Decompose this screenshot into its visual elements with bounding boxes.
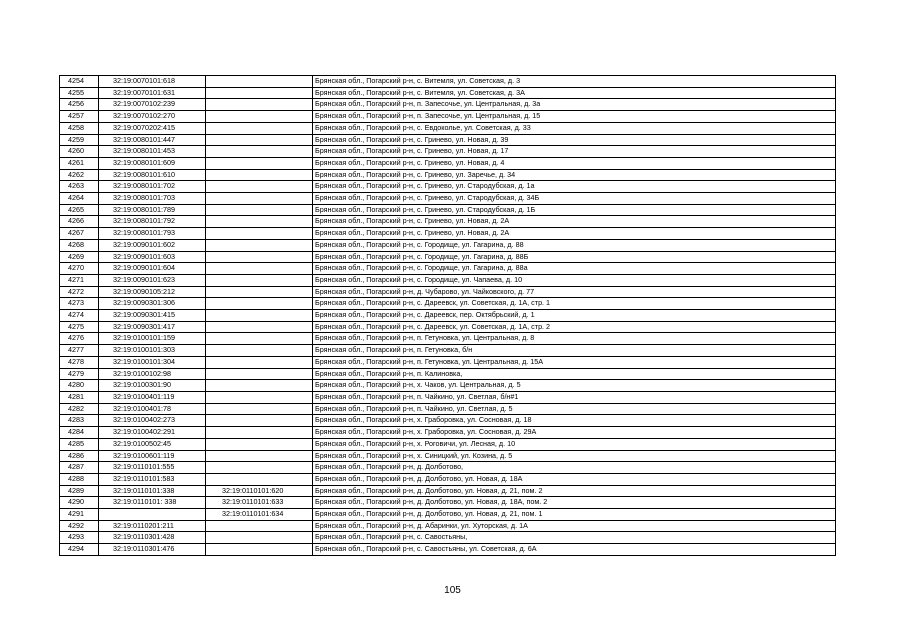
table-row xyxy=(60,204,836,216)
related-cadastral-number-cell xyxy=(206,274,313,286)
address-cell: Брянская обл., Погарский р-н, с. Гринево, ул. Новая, д. 4 xyxy=(313,157,836,169)
row-number-cell: 4255 xyxy=(60,87,99,99)
cadastral-number-cell: 32:19:0070101:631 xyxy=(99,87,206,99)
related-cadastral-number-cell xyxy=(206,380,313,392)
cadastral-number-cell: 32:19:0090101:603 xyxy=(99,251,206,263)
cadastral-number-cell: 32:19:0110301:428 xyxy=(99,532,206,544)
table-row xyxy=(60,181,836,193)
cadastral-number-cell: 32:19:0070101:618 xyxy=(99,76,206,88)
row-number-cell: 4282 xyxy=(60,403,99,415)
cadastral-number-cell: 32:19:0110201:211 xyxy=(99,520,206,532)
table-row xyxy=(60,473,836,485)
table-row xyxy=(60,345,836,357)
row-number-cell: 4276 xyxy=(60,333,99,345)
row-number-cell: 4291 xyxy=(60,509,99,521)
row-number-cell: 4272 xyxy=(60,286,99,298)
table-row xyxy=(60,497,836,509)
row-number-cell: 4261 xyxy=(60,157,99,169)
related-cadastral-number-cell xyxy=(206,438,313,450)
row-number-cell: 4293 xyxy=(60,532,99,544)
related-cadastral-number-cell: 32:19:0110101:634 xyxy=(206,509,313,521)
table-row xyxy=(60,450,836,462)
address-cell: Брянская обл., Погарский р-н, с. Дареевск, ул. Советская, д. 1А, стр. 1 xyxy=(313,298,836,310)
cadastral-number-cell: 32:19:0100101:304 xyxy=(99,356,206,368)
row-number-cell: 4289 xyxy=(60,485,99,497)
address-cell: Брянская обл., Погарский р-н, х. Граборовка, ул. Сосновая, д. 18 xyxy=(313,415,836,427)
row-number-cell: 4265 xyxy=(60,204,99,216)
address-cell: Брянская обл., Погарский р-н, с. Гринево, ул. Стародубская, д. 34Б xyxy=(313,193,836,205)
row-number-cell: 4260 xyxy=(60,146,99,158)
related-cadastral-number-cell xyxy=(206,321,313,333)
address-cell: Брянская обл., Погарский р-н, д. Долботово, ул. Новая, д. 21, пом. 1 xyxy=(313,509,836,521)
table-row xyxy=(60,146,836,158)
cadastral-number-cell: 32:19:0100502:45 xyxy=(99,438,206,450)
related-cadastral-number-cell xyxy=(206,181,313,193)
cadastral-number-cell: 32:19:0110101: 338 xyxy=(99,497,206,509)
related-cadastral-number-cell xyxy=(206,239,313,251)
cadastral-number-cell: 32:19:0110301:476 xyxy=(99,544,206,556)
address-cell: Брянская обл., Погарский р-н, с. Гринево, ул. Новая, д. 17 xyxy=(313,146,836,158)
row-number-cell: 4267 xyxy=(60,228,99,240)
cadastral-number-cell: 32:19:0080101:792 xyxy=(99,216,206,228)
cadastral-number-cell: 32:19:0090301:417 xyxy=(99,321,206,333)
related-cadastral-number-cell xyxy=(206,403,313,415)
row-number-cell: 4285 xyxy=(60,438,99,450)
table-row xyxy=(60,263,836,275)
related-cadastral-number-cell xyxy=(206,228,313,240)
cadastral-number-cell: 32:19:0080101:789 xyxy=(99,204,206,216)
related-cadastral-number-cell xyxy=(206,216,313,228)
cadastral-number-cell: 32:19:0090301:306 xyxy=(99,298,206,310)
row-number-cell: 4254 xyxy=(60,76,99,88)
address-cell: Брянская обл., Погарский р-н, п. Гетуновка, ул. Центральная, д. 8 xyxy=(313,333,836,345)
related-cadastral-number-cell xyxy=(206,520,313,532)
related-cadastral-number-cell xyxy=(206,146,313,158)
table-row xyxy=(60,310,836,322)
address-cell: Брянская обл., Погарский р-н, с. Витемля, ул. Советская, д. 3 xyxy=(313,76,836,88)
related-cadastral-number-cell xyxy=(206,368,313,380)
row-number-cell: 4273 xyxy=(60,298,99,310)
cadastral-number-cell: 32:19:0100401:119 xyxy=(99,391,206,403)
address-cell: Брянская обл., Погарский р-н, п. Чайкино, ул. Светлая, б/н#1 xyxy=(313,391,836,403)
related-cadastral-number-cell xyxy=(206,345,313,357)
related-cadastral-number-cell xyxy=(206,87,313,99)
row-number-cell: 4294 xyxy=(60,544,99,556)
address-cell: Брянская обл., Погарский р-н, д. Абаринки, ул. Хуторская, д. 1А xyxy=(313,520,836,532)
related-cadastral-number-cell xyxy=(206,473,313,485)
row-number-cell: 4257 xyxy=(60,111,99,123)
address-cell: Брянская обл., Погарский р-н, с. Гринево, ул. Стародубская, д. 1а xyxy=(313,181,836,193)
row-number-cell: 4278 xyxy=(60,356,99,368)
table-row xyxy=(60,356,836,368)
cadastral-number-cell: 32:19:0080101:793 xyxy=(99,228,206,240)
row-number-cell: 4281 xyxy=(60,391,99,403)
address-cell: Брянская обл., Погарский р-н, с. Гринево, ул. Стародубская, д. 1Б xyxy=(313,204,836,216)
address-cell: Брянская обл., Погарский р-н, с. Городище, ул. Гагарина, д. 88Б xyxy=(313,251,836,263)
table-row xyxy=(60,193,836,205)
related-cadastral-number-cell xyxy=(206,134,313,146)
table-row xyxy=(60,228,836,240)
cadastral-number-cell: 32:19:0080101:609 xyxy=(99,157,206,169)
related-cadastral-number-cell xyxy=(206,356,313,368)
related-cadastral-number-cell xyxy=(206,544,313,556)
table-row xyxy=(60,274,836,286)
cadastral-number-cell: 32:19:0100402:273 xyxy=(99,415,206,427)
cadastral-number-cell: 32:19:0080101:703 xyxy=(99,193,206,205)
related-cadastral-number-cell xyxy=(206,462,313,474)
address-cell: Брянская обл., Погарский р-н, х. Синицкий, ул. Козина, д. 5 xyxy=(313,450,836,462)
address-cell: Брянская обл., Погарский р-н, с. Городище, ул. Гагарина, д. 88а xyxy=(313,263,836,275)
cadastral-number-cell: 32:19:0100401:78 xyxy=(99,403,206,415)
row-number-cell: 4286 xyxy=(60,450,99,462)
row-number-cell: 4259 xyxy=(60,134,99,146)
row-number-cell: 4269 xyxy=(60,251,99,263)
related-cadastral-number-cell xyxy=(206,532,313,544)
row-number-cell: 4287 xyxy=(60,462,99,474)
address-cell: Брянская обл., Погарский р-н, д. Долботово, ул. Новая, д. 21, пом. 2 xyxy=(313,485,836,497)
address-cell: Брянская обл., Погарский р-н, х. Чаков, ул. Центральная, д. 5 xyxy=(313,380,836,392)
related-cadastral-number-cell: 32:19:0110101:633 xyxy=(206,497,313,509)
cadastral-number-cell: 32:19:0090301:415 xyxy=(99,310,206,322)
related-cadastral-number-cell xyxy=(206,111,313,123)
address-cell: Брянская обл., Погарский р-н, с. Городище, ул. Чапаева, д. 10 xyxy=(313,274,836,286)
cadastral-number-cell: 32:19:0100101:159 xyxy=(99,333,206,345)
table-row xyxy=(60,544,836,556)
address-cell: Брянская обл., Погарский р-н, с. Гринево, ул. Заречье, д. 34 xyxy=(313,169,836,181)
table-row xyxy=(60,509,836,521)
cadastral-number-cell: 32:19:0100402:291 xyxy=(99,427,206,439)
table-row xyxy=(60,520,836,532)
cadastral-number-cell: 32:19:0090101:602 xyxy=(99,239,206,251)
related-cadastral-number-cell: 32:19:0110101:620 xyxy=(206,485,313,497)
related-cadastral-number-cell xyxy=(206,99,313,111)
address-cell: Брянская обл., Погарский р-н, д. Долботово, xyxy=(313,462,836,474)
address-cell: Брянская обл., Погарский р-н, д. Долботово, ул. Новая, д. 18А, пом. 2 xyxy=(313,497,836,509)
cadastral-number-cell: 32:19:0070102:270 xyxy=(99,111,206,123)
row-number-cell: 4280 xyxy=(60,380,99,392)
row-number-cell: 4271 xyxy=(60,274,99,286)
cadastral-number-cell: 32:19:0080101:453 xyxy=(99,146,206,158)
related-cadastral-number-cell xyxy=(206,263,313,275)
related-cadastral-number-cell xyxy=(206,450,313,462)
row-number-cell: 4275 xyxy=(60,321,99,333)
address-cell: Брянская обл., Погарский р-н, п. Запесочье, ул. Центральная, д. 3а xyxy=(313,99,836,111)
row-number-cell: 4263 xyxy=(60,181,99,193)
table-row xyxy=(60,438,836,450)
table-row xyxy=(60,462,836,474)
cadastral-number-cell: 32:19:0110101:338 xyxy=(99,485,206,497)
row-number-cell: 4270 xyxy=(60,263,99,275)
row-number-cell: 4288 xyxy=(60,473,99,485)
table-row xyxy=(60,76,836,88)
address-cell: Брянская обл., Погарский р-н, д. Чубарово, ул. Чайковского, д. 77 xyxy=(313,286,836,298)
address-cell: Брянская обл., Погарский р-н, д. Долботово, ул. Новая, д. 18А xyxy=(313,473,836,485)
address-cell: Брянская обл., Погарский р-н, п. Чайкино, ул. Светлая, д. 5 xyxy=(313,403,836,415)
table-row xyxy=(60,298,836,310)
table-row xyxy=(60,321,836,333)
related-cadastral-number-cell xyxy=(206,204,313,216)
table-row xyxy=(60,216,836,228)
cadastral-number-cell: 32:19:0110101:555 xyxy=(99,462,206,474)
table-row xyxy=(60,239,836,251)
table-row xyxy=(60,415,836,427)
address-cell: Брянская обл., Погарский р-н, с. Дареевск, ул. Советская, д. 1А, стр. 2 xyxy=(313,321,836,333)
address-cell: Брянская обл., Погарский р-н, п. Запесочье, ул. Центральная, д. 15 xyxy=(313,111,836,123)
table-row xyxy=(60,485,836,497)
row-number-cell: 4266 xyxy=(60,216,99,228)
related-cadastral-number-cell xyxy=(206,391,313,403)
related-cadastral-number-cell xyxy=(206,169,313,181)
property-table xyxy=(59,75,836,556)
address-cell: Брянская обл., Погарский р-н, с. Дареевск, пер. Октябрьский, д. 1 xyxy=(313,310,836,322)
cadastral-number-cell: 32:19:0080101:702 xyxy=(99,181,206,193)
row-number-cell: 4258 xyxy=(60,122,99,134)
related-cadastral-number-cell xyxy=(206,415,313,427)
cadastral-number-cell: 32:19:0100601:119 xyxy=(99,450,206,462)
row-number-cell: 4277 xyxy=(60,345,99,357)
cadastral-number-cell xyxy=(99,509,206,521)
cadastral-number-cell: 32:19:0090101:623 xyxy=(99,274,206,286)
address-cell: Брянская обл., Погарский р-н, с. Савостьяны, xyxy=(313,532,836,544)
table-row xyxy=(60,333,836,345)
cadastral-number-cell: 32:19:0080101:447 xyxy=(99,134,206,146)
table-row xyxy=(60,286,836,298)
row-number-cell: 4262 xyxy=(60,169,99,181)
row-number-cell: 4292 xyxy=(60,520,99,532)
table-row xyxy=(60,391,836,403)
row-number-cell: 4274 xyxy=(60,310,99,322)
address-cell: Брянская обл., Погарский р-н, с. Витемля, ул. Советская, д. 3А xyxy=(313,87,836,99)
row-number-cell: 4290 xyxy=(60,497,99,509)
table-row xyxy=(60,99,836,111)
address-cell: Брянская обл., Погарский р-н, с. Гринево, ул. Новая, д. 2А xyxy=(313,216,836,228)
table-row xyxy=(60,368,836,380)
address-cell: Брянская обл., Погарский р-н, п. Калиновка, xyxy=(313,368,836,380)
row-number-cell: 4256 xyxy=(60,99,99,111)
address-cell: Брянская обл., Погарский р-н, с. Гринево, ул. Новая, д. 2А xyxy=(313,228,836,240)
row-number-cell: 4284 xyxy=(60,427,99,439)
table-row xyxy=(60,134,836,146)
address-cell: Брянская обл., Погарский р-н, с. Гринево, ул. Новая, д. 39 xyxy=(313,134,836,146)
related-cadastral-number-cell xyxy=(206,427,313,439)
address-cell: Брянская обл., Погарский р-н, х. Граборовка, ул. Сосновая, д. 29А xyxy=(313,427,836,439)
row-number-cell: 4279 xyxy=(60,368,99,380)
related-cadastral-number-cell xyxy=(206,251,313,263)
table-row xyxy=(60,427,836,439)
table-row xyxy=(60,157,836,169)
address-cell: Брянская обл., Погарский р-н, п. Гетуновка, б/н xyxy=(313,345,836,357)
address-cell: Брянская обл., Погарский р-н, с. Городище, ул. Гагарина, д. 88 xyxy=(313,239,836,251)
address-cell: Брянская обл., Погарский р-н, с. Евдоколье, ул. Советская, д. 33 xyxy=(313,122,836,134)
related-cadastral-number-cell xyxy=(206,157,313,169)
cadastral-number-cell: 32:19:0090101:604 xyxy=(99,263,206,275)
address-cell: Брянская обл., Погарский р-н, п. Гетуновка, ул. Центральная, д. 15А xyxy=(313,356,836,368)
related-cadastral-number-cell xyxy=(206,76,313,88)
cadastral-number-cell: 32:19:0070102:239 xyxy=(99,99,206,111)
address-cell: Брянская обл., Погарский р-н, с. Савостьяны, ул. Советская, д. 6А xyxy=(313,544,836,556)
table-row xyxy=(60,251,836,263)
row-number-cell: 4268 xyxy=(60,239,99,251)
row-number-cell: 4283 xyxy=(60,415,99,427)
cadastral-number-cell: 32:19:0100101:303 xyxy=(99,345,206,357)
table-row xyxy=(60,169,836,181)
cadastral-number-cell: 32:19:0090105:212 xyxy=(99,286,206,298)
cadastral-number-cell: 32:19:0080101:610 xyxy=(99,169,206,181)
page-number: 105 xyxy=(444,585,461,596)
table-row xyxy=(60,380,836,392)
cadastral-number-cell: 32:19:0100102:98 xyxy=(99,368,206,380)
table-body xyxy=(60,76,836,556)
table-row xyxy=(60,111,836,123)
table-row xyxy=(60,87,836,99)
address-cell: Брянская обл., Погарский р-н, х. Роговичи, ул. Лесная, д. 10 xyxy=(313,438,836,450)
related-cadastral-number-cell xyxy=(206,286,313,298)
related-cadastral-number-cell xyxy=(206,298,313,310)
related-cadastral-number-cell xyxy=(206,193,313,205)
table-row xyxy=(60,403,836,415)
table-row xyxy=(60,532,836,544)
related-cadastral-number-cell xyxy=(206,122,313,134)
cadastral-number-cell: 32:19:0110101:583 xyxy=(99,473,206,485)
related-cadastral-number-cell xyxy=(206,310,313,322)
table-row xyxy=(60,122,836,134)
cadastral-number-cell: 32:19:0070202:415 xyxy=(99,122,206,134)
related-cadastral-number-cell xyxy=(206,333,313,345)
row-number-cell: 4264 xyxy=(60,193,99,205)
cadastral-number-cell: 32:19:0100301:90 xyxy=(99,380,206,392)
